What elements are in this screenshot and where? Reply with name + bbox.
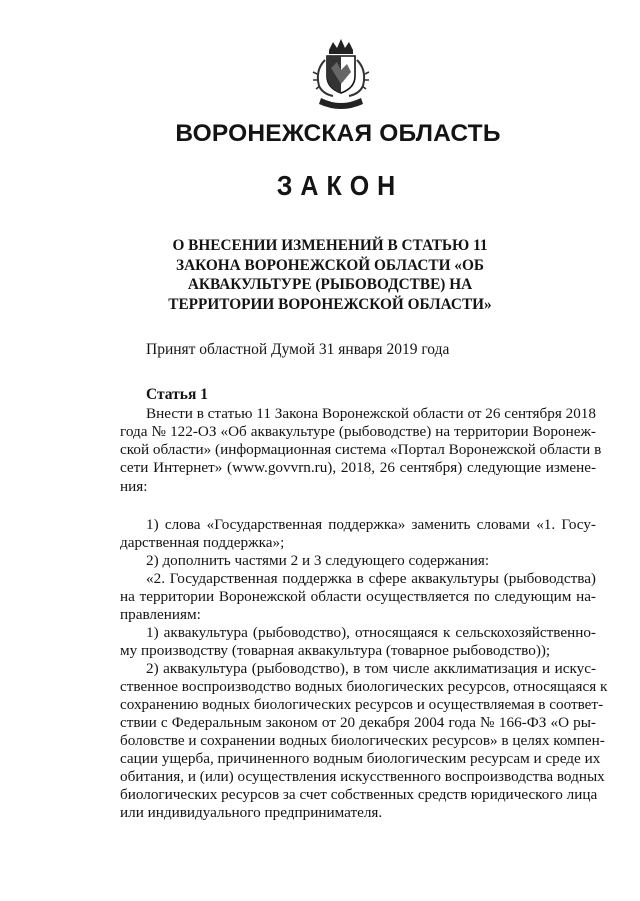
law-title bbox=[140, 236, 520, 314]
adoption-statement: Принят областной Думой 31 января 2019 года bbox=[146, 341, 450, 358]
law-title-line: АКВАКУЛЬТУРЕ (РЫБОВОДСТВЕ) НА bbox=[187, 276, 473, 293]
body-text-line: ственное воспроизводство водных биологических ресурсов, относящаяся к bbox=[120, 678, 608, 695]
coat-of-arms-emblem bbox=[307, 36, 375, 114]
body-text-line: правлениям: bbox=[120, 606, 201, 623]
law-title-line: О ВНЕСЕНИИ ИЗМЕНЕНИЙ В СТАТЬЮ 11 bbox=[172, 237, 488, 254]
law-title-line: ТЕРРИТОРИИ ВОРОНЕЖСКОЙ ОБЛАСТИ» bbox=[168, 295, 492, 313]
body-text-line: 2) дополнить частями 2 и 3 следующего содержания: bbox=[146, 552, 490, 569]
document-type-heading: ЗАКОН bbox=[276, 170, 404, 202]
body-text-line: биологических ресурсов за счет собственных средств юридического лица bbox=[120, 786, 598, 803]
body-text-line: обитания, и (или) осуществления искусственного воспроизводства водных bbox=[120, 768, 605, 785]
body-text-line: боловстве и сохранении водных биологических ресурсов» в целях компен- bbox=[120, 732, 605, 749]
body-text-line: ской области» (информационная система «Портал Воронежской области в bbox=[120, 441, 602, 458]
body-text-line: 2) аквакультура (рыбоводство), в том числе акклиматизация и искус- bbox=[146, 660, 596, 677]
body-text-line: сохранению водных биологических ресурсов и осуществляемая в соответ- bbox=[120, 696, 604, 713]
body-text-line: ния: bbox=[120, 478, 148, 495]
body-text-line: сации ущерба, причиненного водным биологическим ресурсам и среде их bbox=[120, 750, 601, 767]
article-heading: Статья 1 bbox=[146, 386, 208, 403]
region-name-heading: ВОРОНЕЖСКАЯ ОБЛАСТЬ bbox=[175, 120, 501, 147]
body-text-line: дарственная поддержка»; bbox=[120, 534, 285, 551]
body-text-line: 1) аквакультура (рыбоводство), относящаяся к сельскохозяйственно- bbox=[146, 624, 596, 641]
body-text-line: Внести в статью 11 Закона Воронежской области от 26 сентября 2018 bbox=[146, 405, 596, 422]
body-text-line: на территории Воронежской области осуществляется по следующим на- bbox=[120, 588, 596, 605]
body-text-line: ствии с Федеральным законом от 20 декабря 2004 года № 166-ФЗ «О ры- bbox=[120, 714, 596, 731]
law-title-line: ЗАКОНА ВОРОНЕЖСКОЙ ОБЛАСТИ «ОБ bbox=[176, 256, 484, 274]
body-text-line: му производству (товарная аквакультура (товарное рыбоводство)); bbox=[120, 642, 551, 659]
body-text-line: 1) слова «Государственная поддержка» заменить словами «1. Госу- bbox=[146, 516, 596, 533]
body-text-line: года № 122-ОЗ «Об аквакультуре (рыбоводстве) на территории Воронеж- bbox=[120, 423, 596, 440]
body-text-line: или индивидуального предпринимателя. bbox=[120, 804, 383, 821]
body-text-line: сети Интернет» (www.govvrn.ru), 2018, 26 сентября) следующие измене- bbox=[120, 459, 596, 476]
body-text-line: «2. Государственная поддержка в сфере аквакультуры (рыбоводства) bbox=[146, 570, 596, 587]
